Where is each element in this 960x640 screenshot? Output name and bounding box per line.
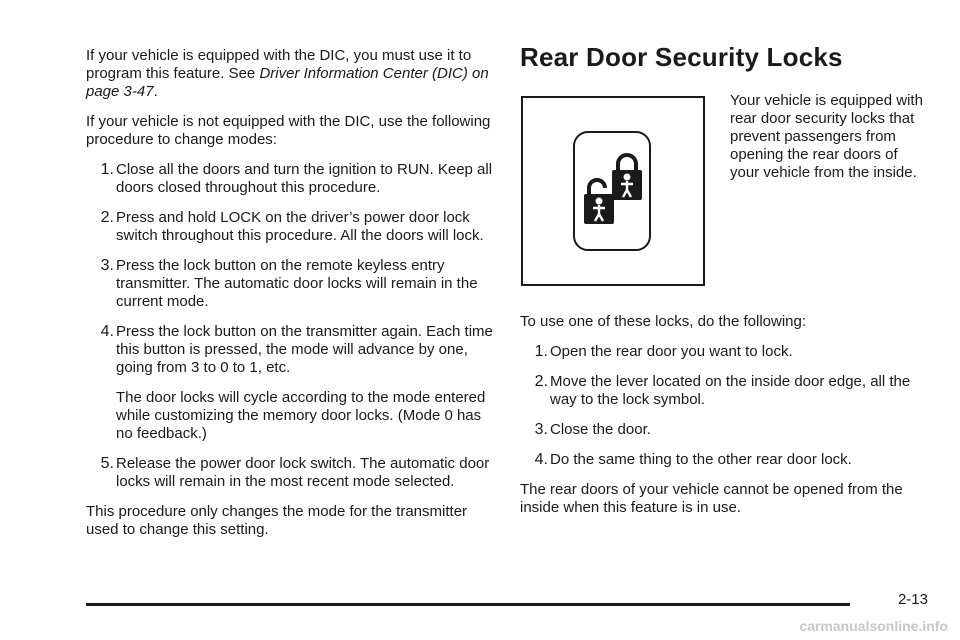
step-text: Press and hold LOCK on the driver’s power door lock switch throughout this procedure. All the doors will lock.: [116, 209, 484, 244]
step-text: Do the same thing to the other rear door lock.: [550, 451, 852, 468]
step-text: Release the power door lock switch. The automatic door locks will remain in the most recent mode selected.: [116, 455, 490, 490]
step-number: 1.: [100, 161, 114, 178]
section-heading: Rear Door Security Locks: [520, 42, 843, 72]
list-item: [520, 343, 920, 361]
closing-paragraph: This procedure only changes the mode for the transmitter used to change this setting.: [86, 503, 468, 538]
step-text: Open the rear door you want to lock.: [550, 343, 793, 360]
step-text: Close the door.: [550, 421, 651, 438]
list-item: [86, 257, 496, 311]
figure-side-text: [730, 92, 930, 182]
locks-intro: To use one of these locks, do the following:: [520, 313, 807, 330]
list-item: [520, 421, 920, 439]
step-note: The door locks will cycle according to the mode entered while customizing the memory door locks. (Mode 0 has no feedback.): [116, 389, 486, 442]
child-lock-figure: [521, 96, 705, 286]
list-item: [86, 209, 496, 245]
intro-text: If your vehicle is equipped with the DIC, you must use it to program this feature. See: [86, 47, 472, 82]
footer-rule: [86, 603, 850, 606]
right-column: [520, 313, 920, 517]
left-column: [86, 47, 496, 539]
step-number: 5.: [100, 455, 114, 472]
step-number: 3.: [534, 421, 548, 438]
step-number: 2.: [100, 209, 114, 226]
page-number: 2-13: [897, 591, 928, 608]
list-item: [86, 455, 496, 491]
locks-closing: The rear doors of your vehicle cannot be opened from the inside when this feature is in use.: [520, 481, 903, 516]
list-item: [520, 451, 920, 469]
intro-period: .: [153, 83, 158, 100]
watermark: carmanualsonline.info: [799, 618, 948, 634]
list-item: [520, 373, 920, 409]
intro-paragraph: [86, 47, 496, 101]
step-number: 3.: [100, 257, 114, 274]
figure-description: Your vehicle is equipped with rear door security locks that prevent passengers from opening the rear doors of your vehicle from the inside.: [730, 92, 923, 181]
step-text: Close all the doors and turn the ignition to RUN. Keep all doors closed throughout this procedure.: [116, 161, 493, 196]
list-item: [86, 323, 496, 377]
step-text: Press the lock button on the transmitter again. Each time this button is pressed, the mode will advance by one, going from 3 to 0 to 1, etc.: [116, 323, 493, 376]
step-number: 4.: [100, 323, 114, 340]
list-item: [86, 161, 496, 197]
child-lock-icon: [523, 98, 703, 284]
step-text: Press the lock button on the remote keyless entry transmitter. The automatic door locks will remain in the current mode.: [116, 257, 478, 310]
step-number: 4.: [534, 451, 548, 468]
step-number: 1.: [534, 343, 548, 360]
dic-reference-link[interactable]: Driver Information Center (DIC) on page 3-47: [86, 65, 489, 100]
no-dic-paragraph: If your vehicle is not equipped with the DIC, use the following procedure to change modes:: [86, 113, 491, 148]
step-number: 2.: [534, 373, 548, 390]
step-text: Move the lever located on the inside door edge, all the way to the lock symbol.: [550, 373, 911, 408]
